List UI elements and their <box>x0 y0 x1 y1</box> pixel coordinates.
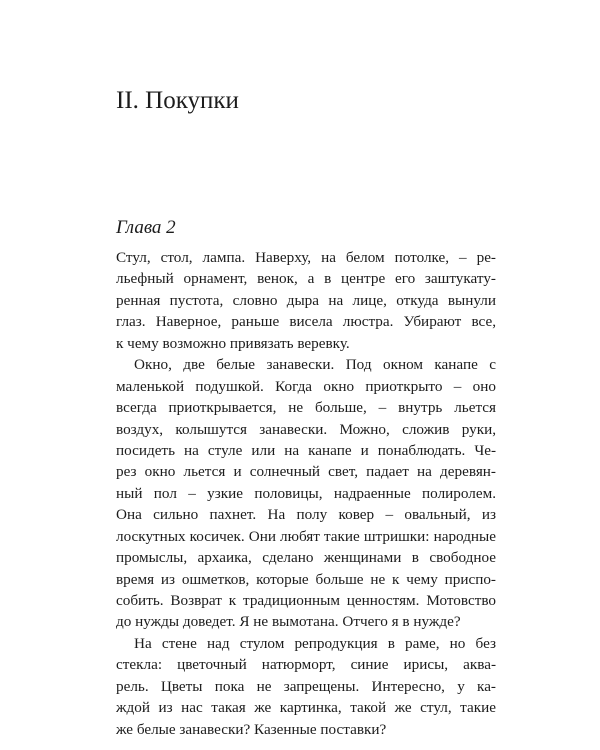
text-line: маленькой подушкой. Когда окно приоткрыто – оно <box>116 377 496 395</box>
chapter-title: Глава 2 <box>116 217 176 238</box>
text-line: рель. Цветы пока не запрещены. Интересно, у ка- <box>116 677 496 695</box>
text-line: всегда приоткрывается, не больше, – внутрь льется <box>116 399 496 417</box>
text-line: промыслы, архаика, сделано женщинами в свободное <box>116 549 496 567</box>
text-line: до нужды доведет. Я не вымотана. Отчего я в нужде? <box>116 613 461 631</box>
text-line: к чему возможно привязать веревку. <box>116 334 350 352</box>
text-line: льефный орнамент, венок, а в центре его заштукату- <box>116 270 496 288</box>
text-line: глаз. Наверное, раньше висела люстра. Убирают все, <box>116 313 496 331</box>
text-line: Она сильно пахнет. На полу ковер – овальный, из <box>116 506 496 524</box>
text-line: лоскутных косичек. Они любят такие штришки: народные <box>116 527 496 545</box>
part-title: II. Покупки <box>116 87 239 114</box>
text-line: же белые занавески? Казенные поставки? <box>116 720 387 738</box>
text-line: время из ошметков, которые больше не к чему приспо- <box>116 570 496 588</box>
text-line: На стене над стулом репродукция в раме, но без <box>134 634 496 652</box>
body-text <box>116 247 496 740</box>
text-line: стекла: цветочный натюрморт, синие ирисы, аква- <box>116 656 496 674</box>
text-line: рез окно льется и солнечный свет, падает на деревян- <box>116 463 496 481</box>
text-line: посидеть на стуле или на канапе и понаблюдать. Че- <box>116 441 496 459</box>
text-line: Стул, стол, лампа. Наверху, на белом потолке, – ре- <box>116 249 496 266</box>
text-line: Окно, две белые занавески. Под окном канапе с <box>134 356 496 374</box>
text-line: ренная пустота, словно дыра на лице, откуда вынули <box>116 291 496 309</box>
text-line: воздух, колышутся занавески. Можно, сложив руки, <box>116 420 496 438</box>
text-line: ный пол – узкие половицы, надраенные полиролем. <box>116 484 496 502</box>
text-line: собить. Возврат к традиционным ценностям. Мотовство <box>116 592 496 609</box>
text-line: ждой из нас такая же картинка, такой же стул, такие <box>116 699 496 717</box>
